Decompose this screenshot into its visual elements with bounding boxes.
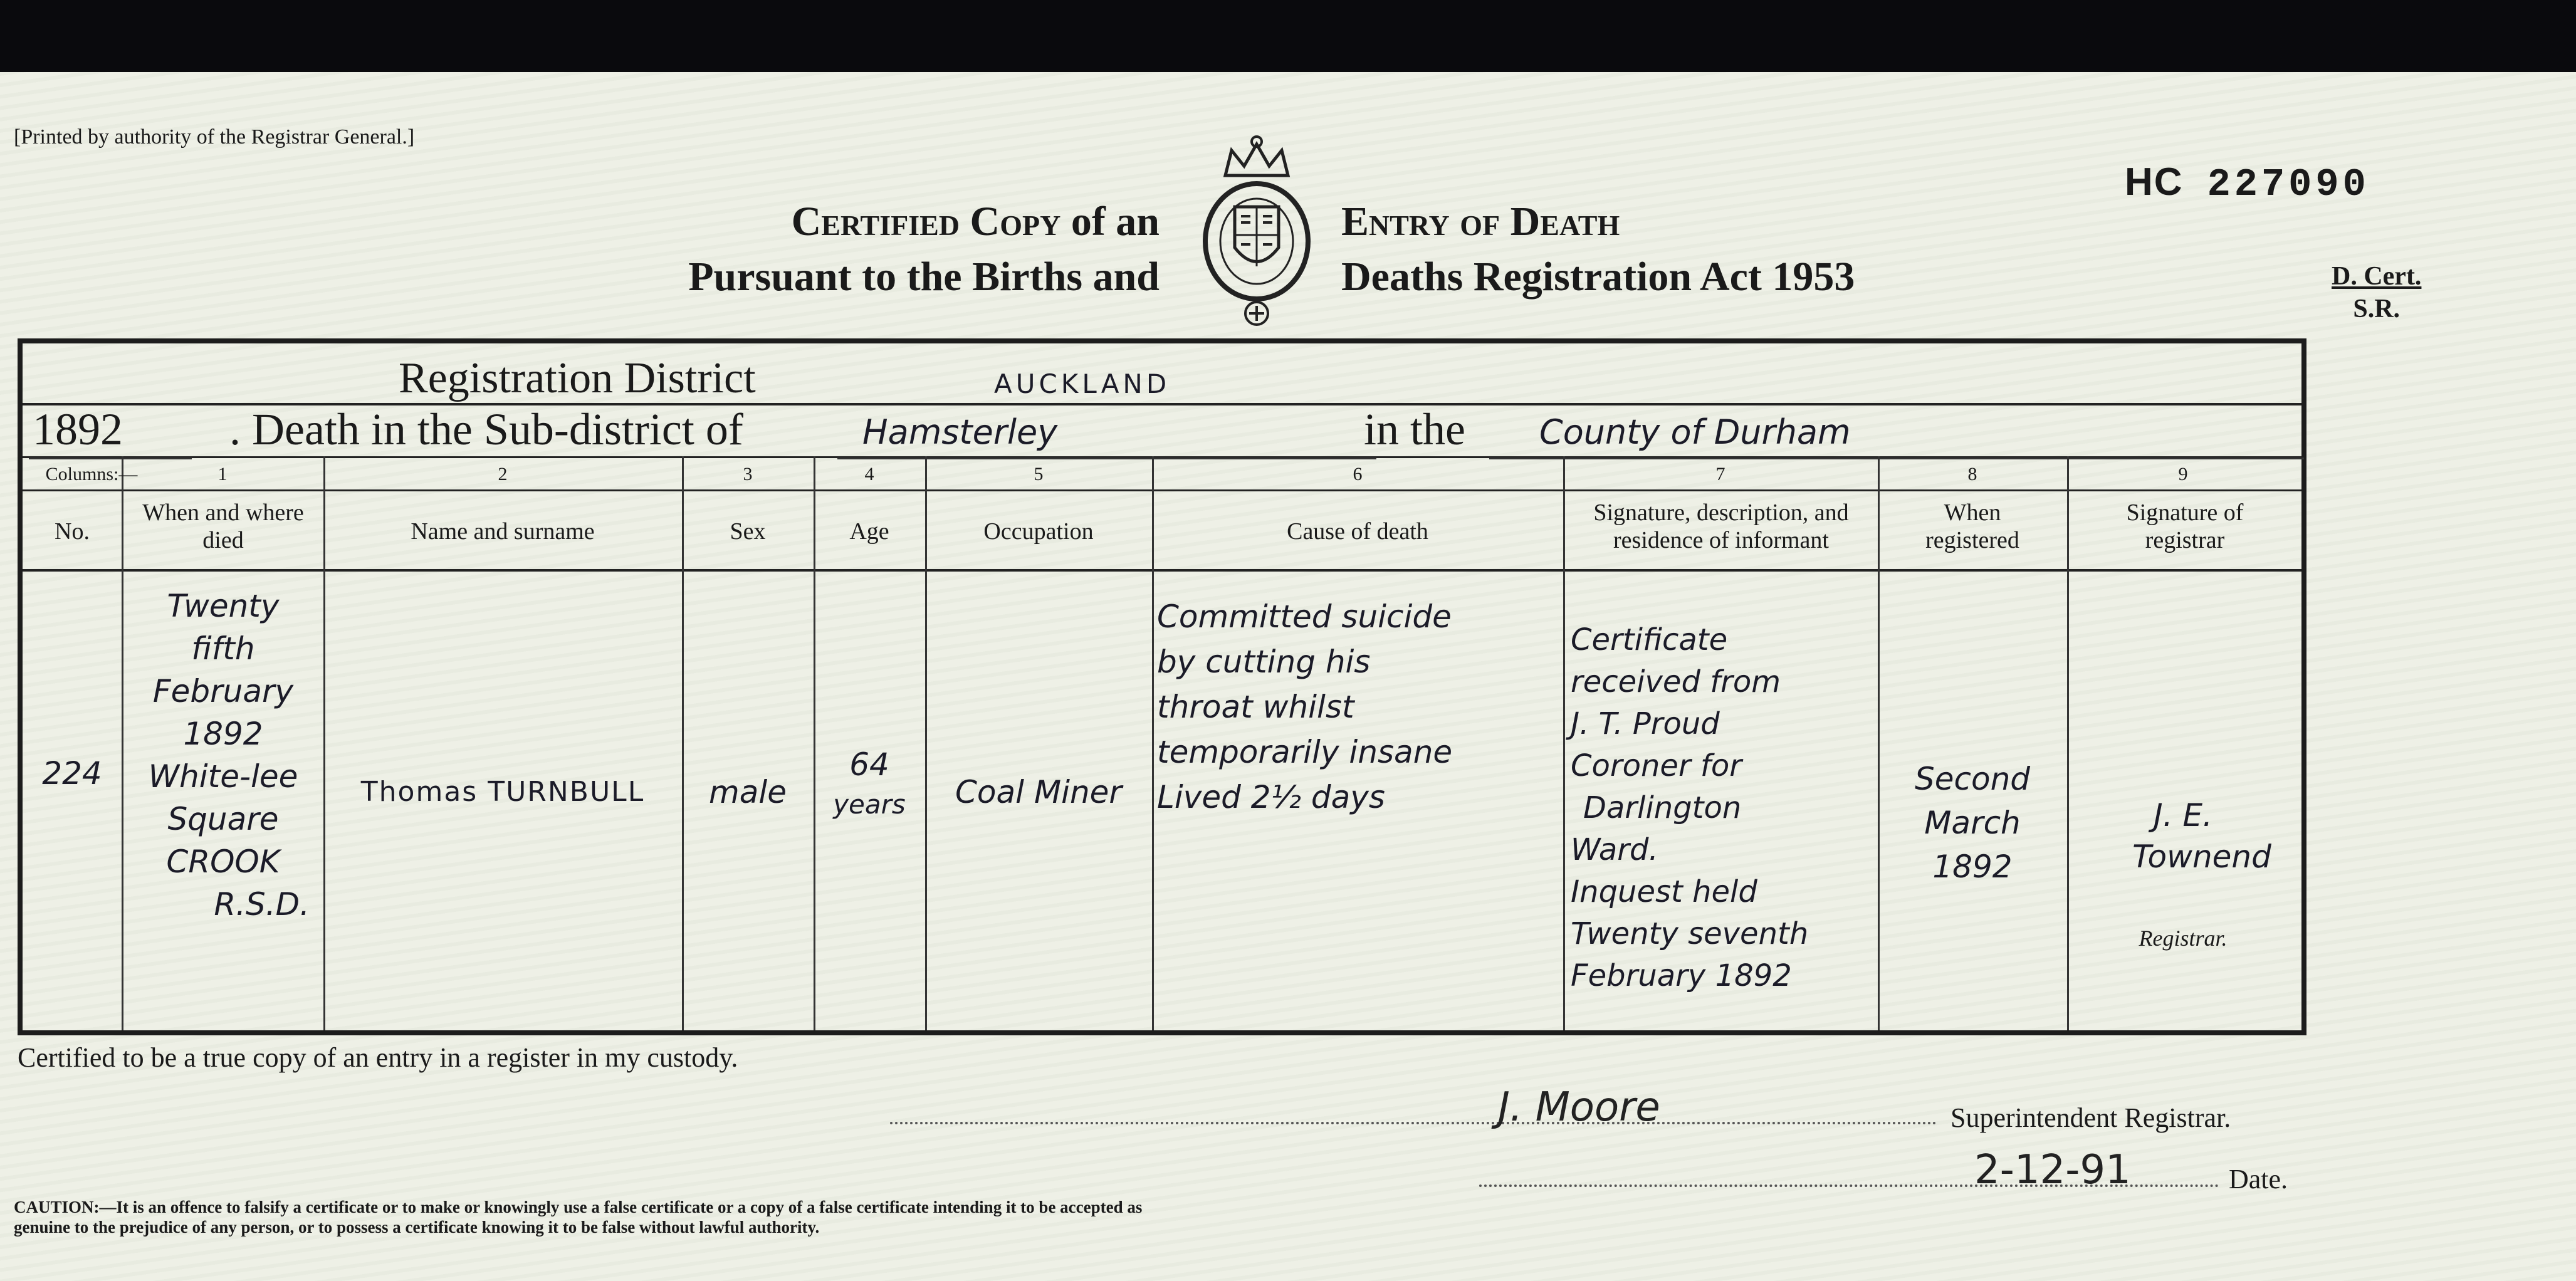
royal-crest-icon (1197, 132, 1316, 332)
entry-when-registered (1878, 757, 2067, 889)
date-label: Date. (2229, 1164, 2288, 1195)
entry-when-where-line: Square (167, 801, 279, 837)
entry-informant (1571, 619, 1872, 997)
subdistrict-underline (837, 457, 1376, 459)
heading-when-where: When and where died (142, 499, 304, 553)
rule-under-colnums (23, 489, 2301, 491)
entry-no: 224 (42, 755, 102, 792)
col-divider (1878, 456, 1880, 1030)
entry-when-where-line: February (152, 673, 294, 709)
entry-informant-line: received from (1571, 664, 1781, 699)
register-entry-table (18, 338, 2306, 1035)
entry-cause-line: by cutting his (1157, 644, 1371, 680)
entry-registered-line: 1892 (1932, 849, 2013, 885)
title-right (1341, 194, 2031, 305)
entry-cause-line: temporarily insane (1157, 734, 1453, 770)
entry-sex: male (709, 774, 787, 810)
entry-informant-line: Ward. (1571, 832, 1658, 867)
entry-informant-line: Twenty seventh (1571, 916, 1809, 951)
superintendent-signature-line (890, 1122, 1937, 1124)
entry-informant-line: Inquest held (1571, 874, 1757, 909)
sub-district-row (23, 404, 2301, 456)
heading-no: No. (55, 518, 90, 545)
form-code-dcert: D. Cert. (2332, 262, 2422, 291)
colnum-1: 1 (217, 464, 228, 484)
heading-cause: Cause of death (1287, 518, 1428, 545)
entry-when-where-line: White-lee (148, 758, 298, 795)
title-entry-of-death: Entry of Death (1341, 199, 1620, 244)
certified-statement: Certified to be a true copy of an entry in a register in my custody. (18, 1042, 738, 1073)
entry-registered-line: Second (1914, 761, 2030, 797)
entry-occupation: Coal Miner (955, 774, 1122, 810)
entry-when-where-line: Twenty (167, 588, 280, 624)
columns-label: Columns:— (45, 464, 138, 484)
heading-sex: Sex (730, 518, 766, 545)
caution-notice (14, 1197, 1173, 1237)
entry-registrar-surname: Townend (2132, 839, 2271, 875)
entry-age-unit: years (833, 789, 906, 820)
title-left (577, 194, 1160, 305)
caution-heading: CAUTION:— (14, 1198, 117, 1216)
certificate-serial: 227090 (2207, 162, 2370, 207)
entry-when-where (124, 585, 322, 926)
death-year: 1892 (33, 404, 123, 454)
entry-informant-line: Darlington (1583, 790, 1742, 825)
entry-cause-line: Committed suicide (1157, 599, 1452, 635)
col-divider (122, 456, 123, 1030)
date-value: 2-12-91 (1974, 1147, 2131, 1193)
caution-text: It is an offence to falsify a certificate or to make or knowingly use a false certificate or a copy of a false certificate intending it to be accepted as genuine to the prejudice of any person, or to possess a certificate knowing it to be false without lawful authority. (14, 1198, 1143, 1237)
heading-when-registered: When registered (1925, 499, 2019, 553)
entry-cause-line: Lived 2½ days (1157, 779, 1385, 815)
col-divider (1563, 456, 1565, 1030)
entry-registrar-signature (2067, 795, 2299, 877)
colnum-8: 8 (1967, 464, 1977, 484)
entry-informant-line: J. T. Proud (1571, 706, 1720, 741)
sub-district-value: Hamsterley (862, 412, 1058, 452)
entry-informant-line: Certificate (1571, 622, 1728, 657)
entry-registrar-initials: J. E. (2153, 797, 2213, 834)
certificate-prefix: HC (2125, 160, 2184, 204)
title-certified-copy: Certified Copy (791, 199, 1061, 244)
colnum-2: 2 (498, 464, 508, 484)
form-code-sr: S.R. (2353, 295, 2401, 323)
title-of-an: of an (1071, 199, 1160, 244)
certificate-number (2125, 160, 2370, 207)
county-value: County of Durham (1539, 412, 1851, 452)
entry-informant-line: February 1892 (1571, 958, 1792, 993)
heading-registrar: Signature of registrar (2126, 499, 2244, 553)
colnum-9: 9 (2178, 464, 2188, 484)
superintendent-signature: J. Moore (1498, 1084, 1660, 1131)
entry-informant-line: Coroner for (1571, 748, 1742, 783)
entry-cause (1157, 594, 1558, 820)
registrar-caption: Registrar. (2139, 926, 2228, 951)
heading-age: Age (849, 518, 889, 545)
entry-when-where-line: 1892 (183, 716, 263, 752)
superintendent-registrar-label: Superintendent Registrar. (1950, 1102, 2231, 1133)
county-underline (1489, 457, 2304, 459)
colnum-6: 6 (1353, 464, 1363, 484)
rule-under-headings (23, 569, 2301, 572)
in-the-label: in the (1364, 404, 1465, 454)
heading-occupation: Occupation (983, 518, 1094, 545)
entry-age (814, 745, 925, 825)
year-underline (29, 457, 192, 459)
printed-authority: [Printed by authority of the Registrar General.] (14, 125, 415, 149)
entry-age-number: 64 (849, 746, 889, 783)
registration-district-label: Registration District (399, 354, 756, 402)
entry-name: Thomas TURNBULL (360, 776, 645, 808)
scan-top-border (0, 0, 2576, 72)
heading-name: Name and surname (411, 518, 595, 545)
colnum-7: 7 (1715, 464, 1725, 484)
heading-informant: Signature, description, and residence of informant (1593, 499, 1849, 553)
form-code (2332, 260, 2421, 325)
colnum-5: 5 (1034, 464, 1044, 484)
entry-registered-line: March (1924, 805, 2021, 841)
registration-district-value: AUCKLAND (994, 369, 1171, 399)
entry-when-where-line: fifth (191, 630, 255, 667)
death-subdistrict-label: . Death in the Sub-district of (229, 404, 743, 454)
title-pursuant: Pursuant to the Births and (688, 254, 1160, 300)
entry-cause-line: throat whilst (1157, 689, 1354, 725)
entry-when-where-line: R.S.D. (214, 886, 310, 923)
title-deaths-registration-act: Deaths Registration Act 1953 (1341, 254, 1855, 300)
colnum-4: 4 (864, 464, 874, 484)
colnum-3: 3 (743, 464, 753, 484)
entry-when-where-line: CROOK (166, 844, 280, 880)
